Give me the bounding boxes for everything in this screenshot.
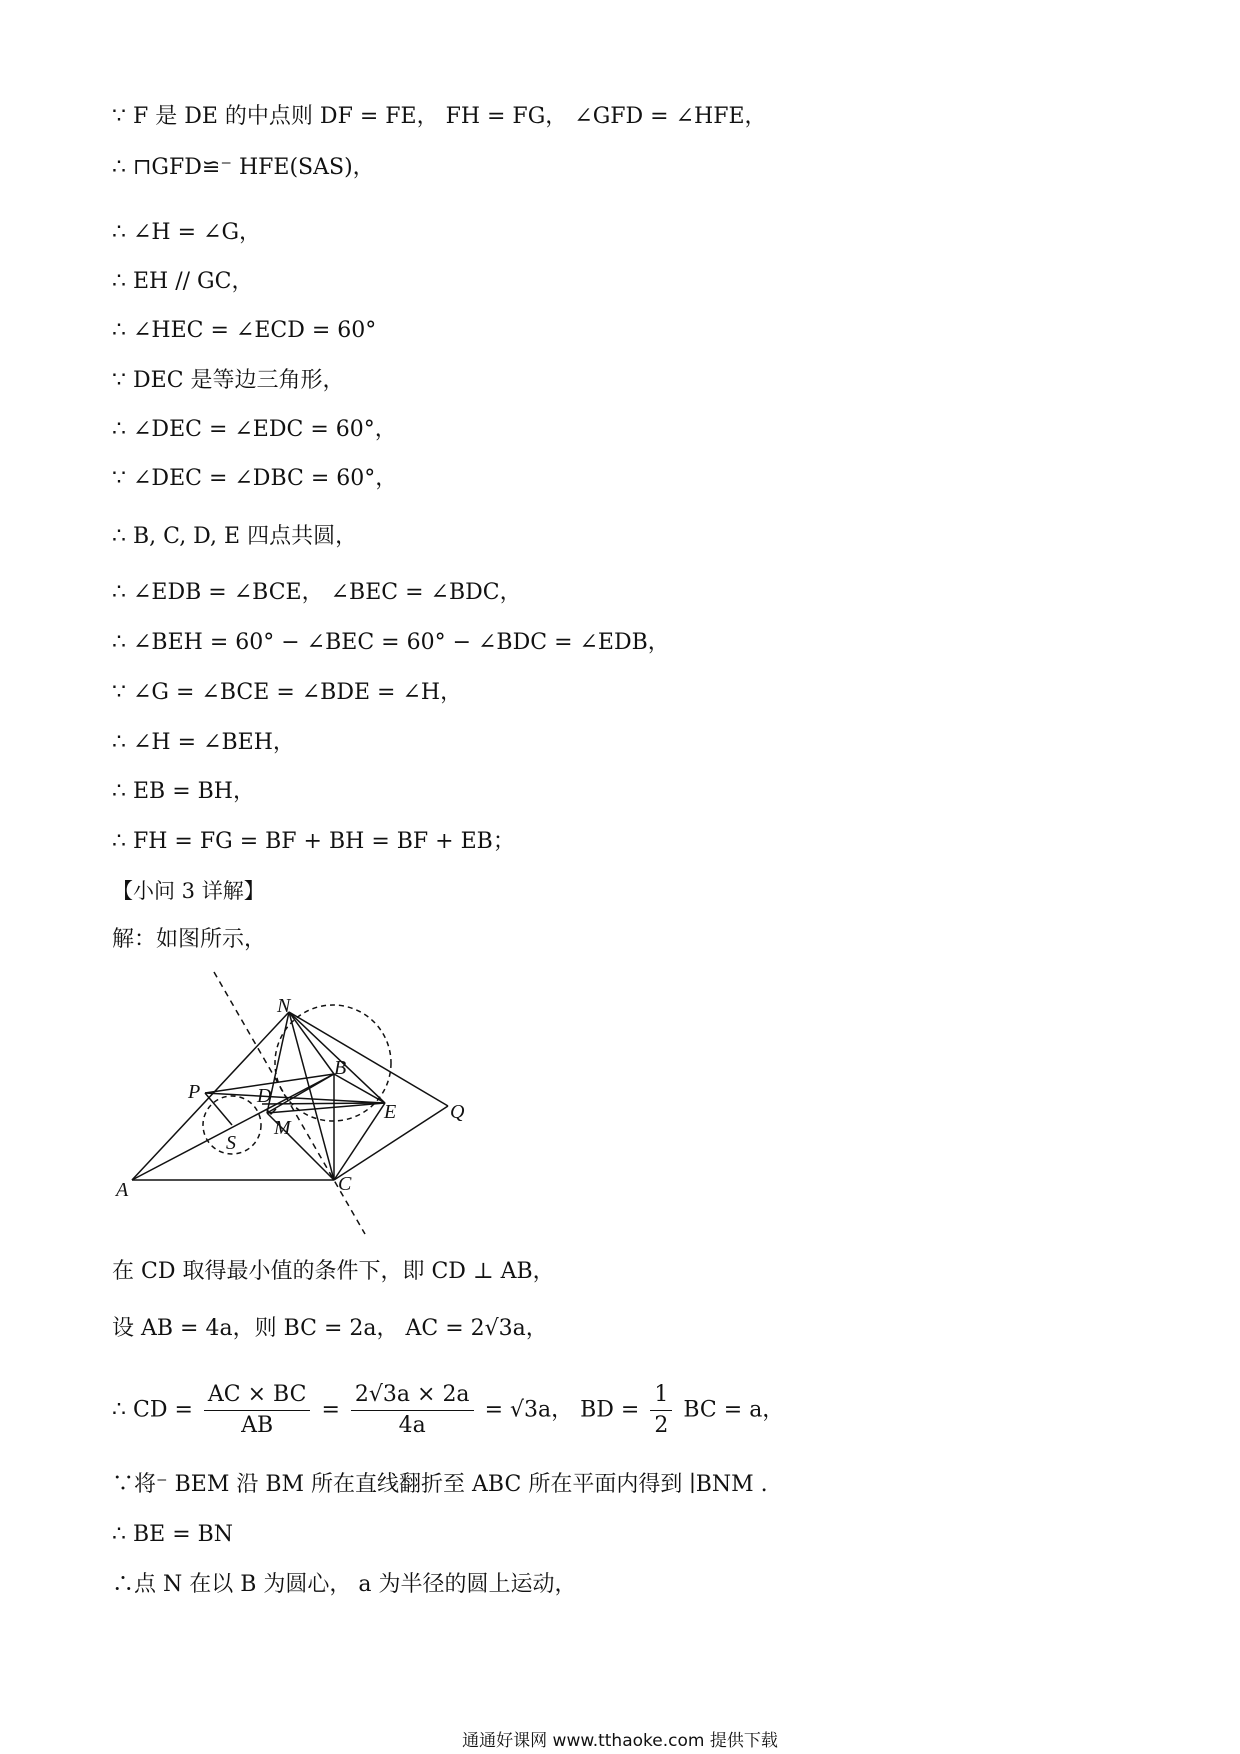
text-line-set-ab: 设 AB = 4a，则 BC = 2a， AC = 2√3a， [112,1316,548,1341]
text-line-12: ∵ ∠G = ∠BCE = ∠BDE = ∠H， [112,680,463,705]
text-line-11: ∴ ∠BEH = 60° − ∠BEC = 60° − ∠BDC = ∠EDB， [112,630,670,655]
text-line-13: ∴ ∠H = ∠BEH， [112,730,295,755]
text-line-4: ∴ EH // GC， [112,269,254,294]
text-line-8: ∵ ∠DEC = ∠DBC = 60°， [112,466,398,491]
fraction-2-denominator: 4a [398,1413,426,1438]
text-line-14: ∴ EB = BH， [112,779,255,804]
fraction-2 [351,1380,474,1441]
text-line-point-n: ∴点 N 在以 B 为圆心， a 为半径的圆上运动， [112,1572,577,1597]
fraction-1 [204,1380,311,1441]
bd-result: BC = a， [683,1397,785,1423]
label-e: E [384,1101,397,1123]
footer-text: 通通好课网 www.tthaoke.com 提供下载 [462,1731,778,1751]
fraction-1-numerator: AC × BC [204,1380,311,1411]
label-a: A [116,1179,129,1201]
text-line-2: ∴ ⊓GFD≌⁻ HFE(SAS)， [112,155,375,180]
geometry-figure [112,968,492,1238]
text-line-10: ∴ ∠EDB = ∠BCE， ∠BEC = ∠BDC， [112,580,522,605]
label-q: Q [450,1101,465,1123]
fraction-3-denominator: 2 [654,1413,669,1438]
label-n: N [277,995,291,1017]
text-line-3: ∴ ∠H = ∠G， [112,220,262,245]
equals-sign: = [321,1397,340,1423]
label-p: P [188,1081,201,1103]
cd-result: = √3a， BD = [484,1397,640,1423]
fraction-1-denominator: AB [241,1413,274,1438]
text-line-15: ∴ FH = FG = BF + BH = BF + EB； [112,829,515,854]
cd-prefix: ∴ CD = [112,1397,193,1423]
label-d: D [257,1085,272,1107]
text-line-6: ∵ DEC 是等边三角形， [112,368,345,393]
text-line-1: ∵ F 是 DE 的中点则 DF = FE， FH = FG， ∠GFD = ∠HFE， [112,104,767,129]
text-line-cd-calc [112,1380,784,1441]
text-line-17: 解：如图所示， [112,927,267,952]
text-line-5: ∴ ∠HEC = ∠ECD = 60° [112,318,377,343]
label-s: S [226,1132,236,1154]
text-line-cd-min: 在 CD 取得最小值的条件下，即 CD ⊥ AB， [112,1259,555,1284]
fraction-3 [650,1380,672,1441]
text-line-be-bn: ∴ BE = BN [112,1522,234,1547]
label-m: M [274,1117,291,1139]
label-c: C [338,1173,352,1195]
section-heading: 【小问 3 详解】 [112,879,265,903]
fraction-3-numerator: 1 [650,1380,672,1411]
label-b: B [334,1057,347,1079]
text-line-9: ∴ B, C, D, E 四点共圆， [112,524,358,549]
text-line-7: ∴ ∠DEC = ∠EDC = 60°， [112,417,397,442]
text-line-fold: ∵将⁻ BEM 沿 BM 所在直线翻折至 ABC 所在平面内得到 ∣BNM . [112,1472,768,1497]
fraction-2-numerator: 2√3a × 2a [351,1380,474,1411]
